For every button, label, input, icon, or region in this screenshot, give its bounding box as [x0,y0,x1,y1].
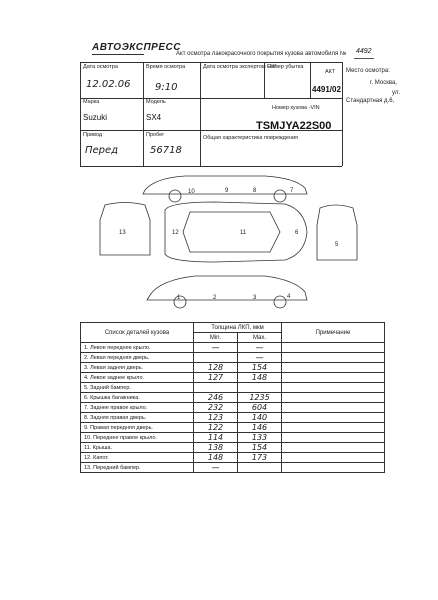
diagram-label-1: 1 [177,295,181,301]
table-row: 12. Капот. 148 173 [81,453,385,463]
damage-description-label: Общая характеристика повреждения [203,135,299,141]
diagram-label-5: 5 [335,242,339,248]
car-top-outline [165,202,307,262]
car-body-diagram [95,170,365,320]
table-row: 2. Левая передняя дверь. — [81,353,385,363]
col-min-header: Min. [194,333,238,343]
table-row: 9. Правая передняя дверь. 122 146 [81,423,385,433]
document-number-underline [354,58,374,59]
diagram-label-7: 7 [290,188,294,194]
expert-date-label: Дата осмотра экспертом СК* [203,64,277,70]
col-max-header: Max. [238,333,282,343]
model-label: Модель [146,99,166,105]
date-value: 12.02.06 [86,79,131,90]
act-value: 4491/02 [312,85,341,94]
date-label: Дата осмотра [83,64,118,70]
logo-underline [92,54,144,55]
act-label: АКТ [325,69,336,75]
damage-number-label: Номер убытка [267,64,304,70]
vin-value: TSMJYA22S00 [256,120,332,132]
table-row: 7. Заднее правое крыло. 232 604 [81,403,385,413]
document-title: Акт осмотра лакокрасочного покрытия кузова автомобиля № [176,51,347,57]
table-row: 5. Задний бампер. [81,383,385,393]
table-row: 6. Крышка багажника. 246 1235 [81,393,385,403]
company-logo: АВТОЭКСПРЕСС [92,42,181,53]
table-row: 4. Левое заднее крыло. 127 148 [81,373,385,383]
diagram-label-2: 2 [213,295,217,301]
location-street-prefix: ул. [392,90,401,96]
document-number: 4492 [356,48,372,55]
col-thickness-header: Толщина ЛКП, мкм [194,323,282,333]
diagram-label-9: 9 [225,188,229,194]
paint-thickness-table [80,322,385,473]
vin-label: Номер кузова -VIN [272,105,320,111]
diagram-label-13: 13 [119,230,126,236]
col-parts-header: Список деталей кузова [81,323,194,343]
diagram-label-10: 10 [188,189,195,195]
model-value: SX4 [146,113,162,122]
location-city: г. Москва, [370,80,397,86]
diagram-label-8: 8 [253,188,257,194]
table-row: 1. Левое переднее крыло. — — [81,343,385,353]
diagram-label-12: 12 [172,230,179,236]
diagram-label-4: 4 [287,294,291,300]
time-value: 9:10 [155,82,178,93]
diagram-label-3: 3 [253,295,257,301]
mileage-label: Пробег [146,132,165,138]
mileage-value: 56718 [150,145,182,156]
diagram-label-11: 11 [240,230,247,236]
brand-value: Suzuki [83,113,108,122]
drive-value: Перед [85,145,119,156]
table-row: 11. Крыша. 138 154 [81,443,385,453]
location-street: Стандартная д.6, [346,98,395,104]
table-row: 8. Задняя правая дверь. 123 140 [81,413,385,423]
drive-label: Привод [83,132,103,138]
table-row: 3. Левая задняя дверь. 128 154 [81,363,385,373]
table-row: 10. Переднее правое крыло. 114 133 [81,433,385,443]
brand-label: Марка [83,99,100,105]
time-label: Время осмотра [146,64,186,70]
car-rear-outline [317,205,357,260]
location-label: Место осмотра: [346,68,390,74]
table-row: 13. Передний бампер. — [81,463,385,473]
car-front-outline [100,203,150,256]
diagram-label-6: 6 [295,230,299,236]
col-note-header: Примечание [282,323,385,343]
